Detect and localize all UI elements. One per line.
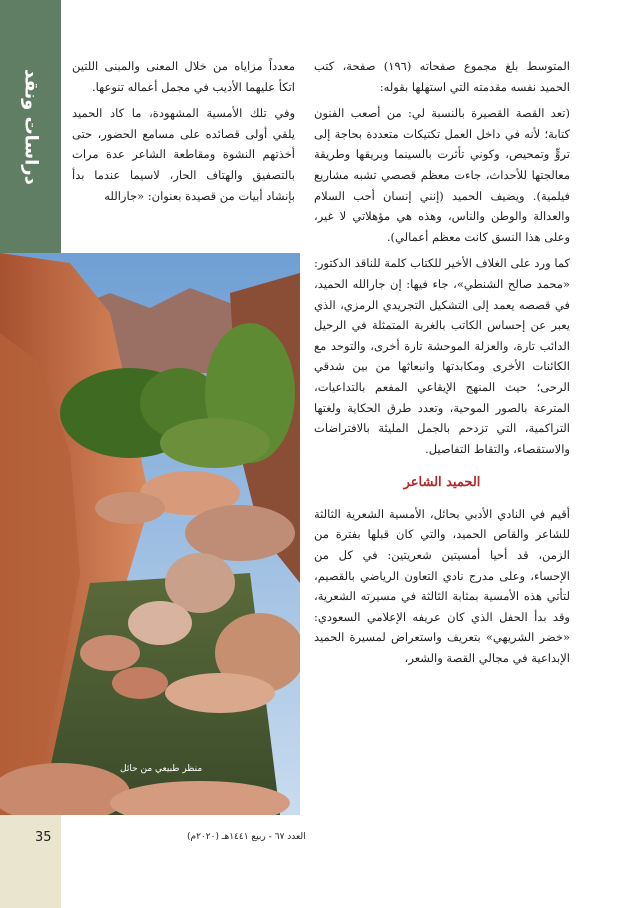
photo-caption: منظر طبيعي من حائل (120, 764, 203, 774)
footer-band (0, 815, 61, 908)
left-column (72, 56, 295, 206)
landscape-photo (0, 253, 300, 815)
right-paragraph-4: أقيم في النادي الأدبي بحائل، الأمسية الشعرية الثالثة للشاعر والقاص الحميد، والتي كان قبلها بفترة من الزمن، قد أحيا أمسيتين شعريتين: في كل من الإحساء، وعلى مدرج نادي التعاون الرياضي بالقصيم، لتأتي هذه الأمسية بمثابة الثالثة في مسيرته الشعرية، وقد بدأ الحفل الذي كان عريفه الإعلامي السعودي: «خضر الشريهي» بتعريف واستعراض لمسيرة الحميد الإبداعية في مجالي القصة والشعر، (314, 506, 570, 666)
section-title: دراسات ونقد (20, 68, 42, 185)
page-number: 35 (35, 830, 52, 845)
section-heading: الحميد الشاعر (403, 475, 481, 491)
right-paragraph-2: (تعد القصة القصيرة بالنسبة لي: من أصعب الفنون كتابة؛ لأنه في داخل العمل تكتيكات متعددة بحاجة إلى تروٍّ وتمحيص، وكوني تأثرت بالسينما وبريقها وطريقة معالجتها للأحداث، جاءت معظم قصصي تشبه مشاريع فيلمية). ويضيف الحميد (إنني إنسان أحب السلام والعدالة والوطن والناس، وهذه هي مؤهلاتي لا غير، وعلى هذا النسق كانت معظم أعمالي). (314, 106, 570, 244)
footer-issue-info: العدد ٦٧ - ربيع ١٤٤١هـ (٢٠٢٠م) (187, 832, 306, 842)
right-column (314, 56, 570, 669)
left-paragraph-2: وفي تلك الأمسية المشهودة، ما كاد الحميد يلقي أولى قصائده على مسامع الحضور، حتى أخذتهم النشوة ومقاطعة الشاعر عدة مرات بالتصفيق والهتاف الحار، لاسيما عندما بدأ بإنشاد أبيات من قصيدة بعنوان: «جارالله (72, 106, 295, 203)
right-paragraph-1: المتوسط بلغ مجموع صفحاته (١٩٦) صفحة، كتب الحميد نفسه مقدمته التي استهلها بقوله: (314, 59, 570, 94)
left-paragraph-1: معدداً مزاياه من خلال المعنى والمبنى اللتين اتكأ عليهما الأديب في مجمل أعماله تنوعها. (72, 59, 295, 94)
right-paragraph-3: كما ورد على الغلاف الأخير للكتاب كلمة للناقد الدكتور: «محمد صالح الشنطي»، جاء فيها: إن جارالله الحميد، في قصصه يعمد إلى التشكيل التجريدي الرمزي، الذي يعبر عن إحساس الكاتب بالغربة المتمثلة في الرحيل الدائب تارة، والعزلة الموحشة تارة أخرى، والتوحد مع الكائنات الأخرى ومكابدتها وانبعاثها من بين شدقي الرحى؛ حيث المنهج الإيقاعي المفعم بالتداعيات، المترعة بالصور الموحية، وتعدد طرق الحكاية ولغتها التراكمية، التي تزدحم بالجمل المليئة بالافتراضات والاستقصاء، والتقاط التفاصيل. (314, 256, 570, 456)
landscape-illustration (0, 253, 300, 815)
